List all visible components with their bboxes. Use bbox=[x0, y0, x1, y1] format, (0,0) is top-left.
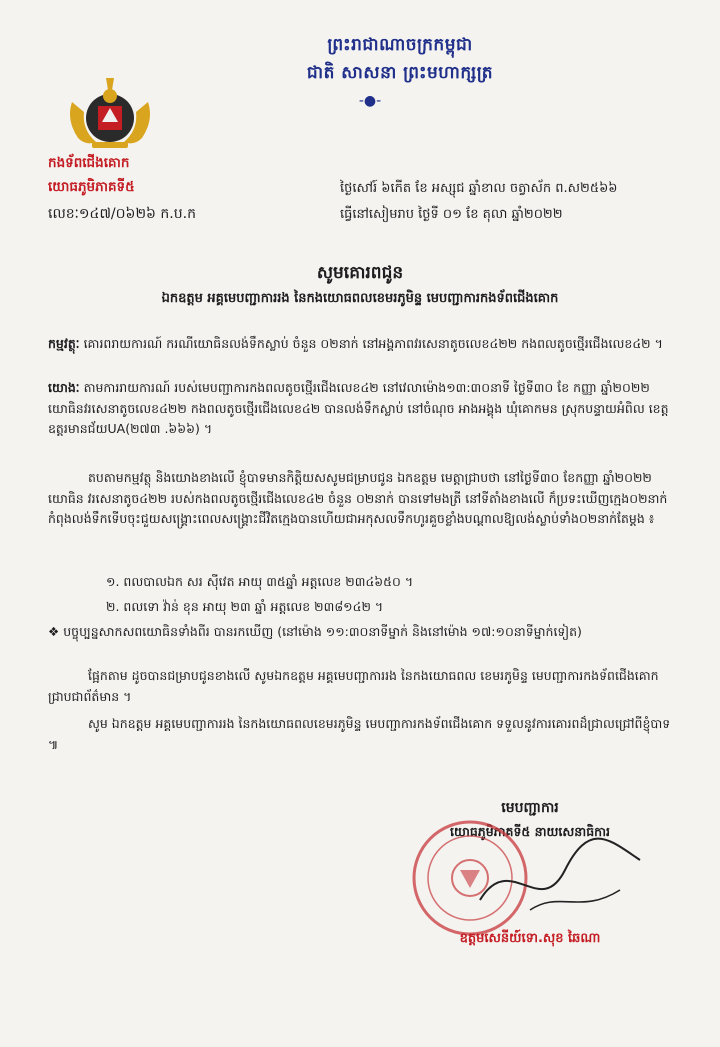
kingdom-title: ព្រះរាជាណាចក្រកម្ពុជា bbox=[327, 35, 473, 55]
diamond-bullet-icon: ❖ bbox=[48, 624, 60, 639]
note-text: បច្ចុប្បន្នសាកសពយោធិនទាំងពីរ បានរកឃើញ (នៅម៉ោង ១១:៣០នាទីម្នាក់ និងនៅម៉ោង ១៧:១០នាទីម្នាក់ទៀត) bbox=[63, 624, 582, 639]
body-paragraph-1: តបតាមកម្មវត្ថុ និងយោងខាងលើ ខ្ញុំបាទមានកិត្តិយសសូមជម្រាបជូន ឯកឧត្តម មេត្តាជ្រាបថា នៅថ្ងៃទី៣០ ខែកញ្ញា ឆ្នាំ២០២២ យោធិន វរសេនាតូច៤២២ របស់កងពលតូចថ្មើរជើងលេខ៤២ ចំនួន ០២នាក់ បានទៅមងត្រី នៅទីតាំងខាងលើ ក៏ប្រទះឃើញក្មេង០២នាក់ កំពុងលង់ទឹកទើបចុះជួយសង្គ្រោះពេលសង្គ្រោះជីវិតក្មេងបានហើយជាអកុសលទឹកហូរគួចខ្លាំងបណ្តាលឱ្យលង់ស្លាប់ទាំង០២នាក់តែម្តង ៖ bbox=[48, 470, 668, 526]
body-paragraph-3: សូម ឯកឧត្តម អគ្គមេបញ្ជាការរង នៃកងយោធពលខេមរភូមិន្ទ មេបញ្ជាការកងទ័ពជើងគោក ទទួលនូវការគោរពដ៏ជ្រាលជ្រៅពីខ្ញុំបាទ ៕ bbox=[48, 716, 671, 752]
signature-title: មេបញ្ជាការ bbox=[501, 800, 559, 816]
reference-text: តាមការរាយការណ៍ របស់មេបញ្ជាការកងពលតូចថ្មើរជើងលេខ៤២ នៅវេលាម៉ោង១៣:៣០នាទី ថ្ងៃទី៣០ ខែ កញ្ញា ឆ្នាំ២០២២ យោធិនវរសេនាតូចលេខ៤២២ កងពលតូចថ្មើរជើងលេខ៤២ បានលង់ទឹកស្លាប់ នៅចំណុច អាងអង្គុង ឃុំគោកមន ស្រុកបន្ទាយអំពិល ខេត្តឧត្តរមានជ័យUA(២៧៣ .៦៦៦) ។ bbox=[48, 380, 669, 436]
national-motto: ជាតិ សាសនា ព្រះមហាក្សត្រ bbox=[306, 63, 494, 83]
handwritten-signature-icon bbox=[470, 830, 650, 930]
lunar-date: ថ្ងៃសៅរ៍ ៦កើត ខែ អស្សុជ ឆ្នាំខាល ចត្វាស័ក ព.ស២៥៦៦ bbox=[340, 181, 618, 196]
salutation-title: សូមគោរពជូន bbox=[316, 263, 404, 283]
body-paragraph-2: ផ្អែកតាម ដូចបានជម្រាបជូនខាងលើ សូមឯកឧត្តម អគ្គមេបញ្ជាការរង នៃកងយោធពល ខេមរភូមិន្ទ មេបញ្ជាការកងទ័ពជើងគោក ជ្រាបជាព័ត៌មាន ។ bbox=[48, 668, 659, 704]
recipient-line: ឯកឧត្តម អគ្គមេបញ្ជាការរង នៃកងយោធពលខេមរភូមិន្ទ មេបញ្ជាការកងទ័ពជើងគោក bbox=[161, 291, 559, 306]
signatory-name: ឧត្តមសេនីយ៍ទោ.សុខ ឆៃណា bbox=[459, 931, 601, 946]
subject-block bbox=[48, 334, 680, 355]
solar-date: ធ្វើនៅសៀមរាប ថ្ងៃទី ០១ ខែ តុលា ឆ្នាំ២០២២ bbox=[340, 207, 563, 222]
person-item-1: ១. ពលបាលឯក សរ ស៊ីវេត អាយុ ៣៥ឆ្នាំ អត្តលេខ ២៣៤៦៥០ ។ bbox=[106, 574, 414, 589]
issuer-army: កងទ័ពជើងគោក bbox=[48, 155, 130, 171]
subject-text: គោរពរាយការណ៍ ករណីយោធិនលង់ទឹកស្លាប់ ចំនួន ០២នាក់ នៅអង្គភាពវរសេនាតូចលេខ៤២២ កងពលតូចថ្មើរជើងលេខ៤២ ។ bbox=[83, 336, 663, 351]
army-emblem-icon bbox=[62, 72, 158, 152]
issuer-region: យោធភូមិភាគទី៥ bbox=[48, 179, 135, 195]
reference-number: លេខៈ១៤៧/០៦២៦ ក.ប.ក bbox=[48, 206, 196, 222]
subject-label: កម្មវត្ថុៈ bbox=[48, 336, 80, 351]
motto-ornament: -●- bbox=[358, 93, 382, 109]
reference-block bbox=[48, 378, 680, 440]
note-block bbox=[48, 622, 680, 643]
signature-position: យោធភូមិភាគទី៥ នាយសេនាធិការ bbox=[450, 824, 610, 839]
person-item-2: ២. ពលទោ វ៉ាន់ ខុន អាយុ ២៣ ឆ្នាំ អត្តលេខ ២៣៨១៤២ ។ bbox=[106, 599, 384, 614]
reference-label: យោងៈ bbox=[48, 380, 80, 395]
